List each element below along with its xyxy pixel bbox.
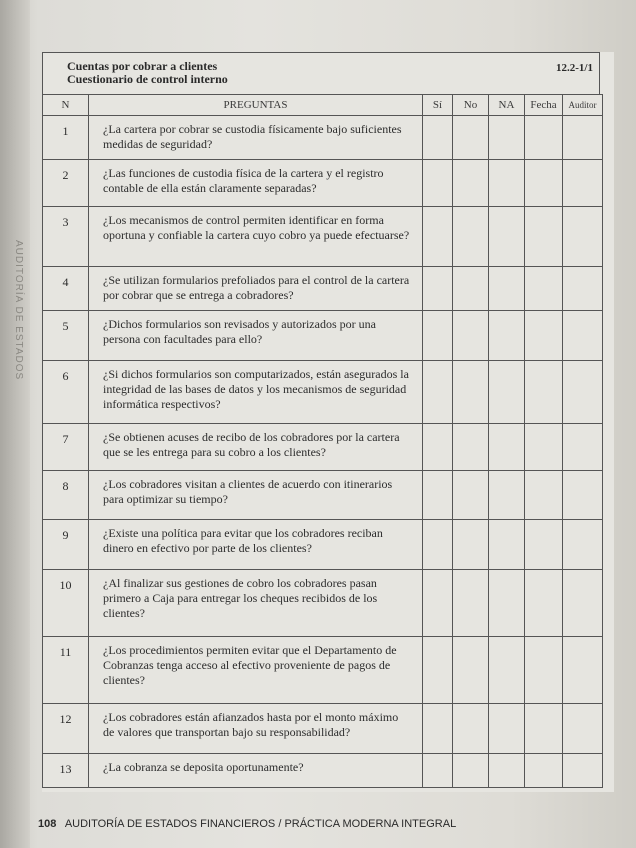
col-header-na: NA (489, 95, 525, 116)
col-header-fecha: Fecha (525, 95, 563, 116)
question-number: 1 (43, 116, 89, 160)
question-row (43, 520, 603, 570)
question-text: ¿Si dichos formularios son computarizados, están asegurados la integridad de las bases de datos y los mecanismos de seguridad informática respectivos? (89, 361, 423, 424)
answer-cell-na[interactable] (489, 570, 525, 637)
col-header-no: No (453, 95, 489, 116)
col-header-si: Sí (423, 95, 453, 116)
answer-cell-si[interactable] (423, 471, 453, 520)
question-text: ¿Las funciones de custodia física de la cartera y el registro contable de ella están claramente separadas? (89, 160, 423, 207)
answer-cell-si[interactable] (423, 361, 453, 424)
question-row (43, 637, 603, 704)
answer-cell-fecha[interactable] (525, 160, 563, 207)
col-header-auditor: Auditor (563, 95, 603, 116)
answer-cell-auditor[interactable] (563, 704, 603, 754)
answer-cell-auditor[interactable] (563, 570, 603, 637)
answer-cell-si[interactable] (423, 116, 453, 160)
question-number: 4 (43, 267, 89, 311)
question-text: ¿Existe una política para evitar que los cobradores reciban dinero en efectivo por parte de los clientes? (89, 520, 423, 570)
answer-cell-na[interactable] (489, 704, 525, 754)
answer-cell-no[interactable] (453, 637, 489, 704)
answer-cell-auditor[interactable] (563, 160, 603, 207)
answer-cell-na[interactable] (489, 424, 525, 471)
questionnaire-header (42, 52, 600, 95)
answer-cell-si[interactable] (423, 754, 453, 788)
answer-cell-fecha[interactable] (525, 267, 563, 311)
answer-cell-fecha[interactable] (525, 754, 563, 788)
page-number: 108 (38, 818, 57, 830)
question-text: ¿Los procedimientos permiten evitar que el Departamento de Cobranzas tenga acceso al efectivo proveniente de pagos de clientes? (89, 637, 423, 704)
page-footer (38, 818, 456, 830)
question-row (43, 116, 603, 160)
answer-cell-si[interactable] (423, 160, 453, 207)
header-line-2: Cuestionario de control interno (67, 72, 228, 86)
answer-cell-si[interactable] (423, 207, 453, 267)
answer-cell-si[interactable] (423, 570, 453, 637)
question-number: 12 (43, 704, 89, 754)
question-number: 7 (43, 424, 89, 471)
question-number: 8 (43, 471, 89, 520)
answer-cell-na[interactable] (489, 471, 525, 520)
questions-body (43, 116, 603, 788)
answer-cell-no[interactable] (453, 471, 489, 520)
col-header-n: N (43, 95, 89, 116)
questionnaire-table (42, 94, 603, 788)
answer-cell-fecha[interactable] (525, 424, 563, 471)
answer-cell-na[interactable] (489, 754, 525, 788)
answer-cell-na[interactable] (489, 311, 525, 361)
answer-cell-na[interactable] (489, 637, 525, 704)
answer-cell-no[interactable] (453, 704, 489, 754)
question-text: ¿Se utilizan formularios prefoliados para el control de la cartera por cobrar que se entrega a cobradores? (89, 267, 423, 311)
col-header-preguntas: PREGUNTAS (89, 95, 423, 116)
answer-cell-no[interactable] (453, 207, 489, 267)
answer-cell-si[interactable] (423, 637, 453, 704)
answer-cell-si[interactable] (423, 520, 453, 570)
answer-cell-no[interactable] (453, 267, 489, 311)
answer-cell-fecha[interactable] (525, 471, 563, 520)
page-gutter (0, 0, 30, 848)
answer-cell-no[interactable] (453, 311, 489, 361)
answer-cell-fecha[interactable] (525, 520, 563, 570)
question-text: ¿Al finalizar sus gestiones de cobro los cobradores pasan primero a Caja para entregar los cheques recibidos de los clientes? (89, 570, 423, 637)
answer-cell-na[interactable] (489, 361, 525, 424)
question-number: 13 (43, 754, 89, 788)
question-number: 11 (43, 637, 89, 704)
question-row (43, 267, 603, 311)
answer-cell-auditor[interactable] (563, 361, 603, 424)
question-row (43, 361, 603, 424)
question-row (43, 160, 603, 207)
question-text: ¿Los mecanismos de control permiten identificar en forma oportuna y confiable la cartera cuyo cobro ya puede efectuarse? (89, 207, 423, 267)
question-number: 6 (43, 361, 89, 424)
question-number: 10 (43, 570, 89, 637)
question-row (43, 570, 603, 637)
answer-cell-fecha[interactable] (525, 361, 563, 424)
header-code: 12.2-1/1 (556, 62, 593, 74)
question-number: 5 (43, 311, 89, 361)
answer-cell-fecha[interactable] (525, 207, 563, 267)
question-text: ¿Los cobradores visitan a clientes de acuerdo con itinerarios para optimizar su tiempo? (89, 471, 423, 520)
answer-cell-no[interactable] (453, 116, 489, 160)
answer-cell-auditor[interactable] (563, 754, 603, 788)
answer-cell-no[interactable] (453, 361, 489, 424)
answer-cell-no[interactable] (453, 520, 489, 570)
answer-cell-no[interactable] (453, 754, 489, 788)
answer-cell-fecha[interactable] (525, 116, 563, 160)
question-text: ¿Dichos formularios son revisados y autorizados por una persona con facultades para ello? (89, 311, 423, 361)
answer-cell-auditor[interactable] (563, 267, 603, 311)
table-header-row (43, 95, 603, 116)
question-row (43, 311, 603, 361)
answer-cell-no[interactable] (453, 424, 489, 471)
book-title: AUDITORÍA DE ESTADOS FINANCIEROS / PRÁCTICA MODERNA INTEGRAL (64, 818, 457, 830)
question-row (43, 754, 603, 788)
answer-cell-fecha[interactable] (525, 704, 563, 754)
answer-cell-auditor[interactable] (563, 637, 603, 704)
answer-cell-no[interactable] (453, 160, 489, 207)
answer-cell-auditor[interactable] (563, 116, 603, 160)
question-row (43, 424, 603, 471)
answer-cell-auditor[interactable] (563, 520, 603, 570)
question-row (43, 704, 603, 754)
answer-cell-auditor[interactable] (563, 471, 603, 520)
question-text: ¿La cartera por cobrar se custodia físicamente bajo suficientes medidas de seguridad? (89, 116, 423, 160)
question-number: 9 (43, 520, 89, 570)
answer-cell-na[interactable] (489, 267, 525, 311)
answer-cell-na[interactable] (489, 160, 525, 207)
answer-cell-fecha[interactable] (525, 311, 563, 361)
question-text: ¿Los cobradores están afianzados hasta por el monto máximo de valores que transportan bajo su responsabilidad? (89, 704, 423, 754)
answer-cell-si[interactable] (423, 311, 453, 361)
answer-cell-si[interactable] (423, 704, 453, 754)
question-number: 2 (43, 160, 89, 207)
answer-cell-no[interactable] (453, 570, 489, 637)
answer-cell-auditor[interactable] (563, 311, 603, 361)
answer-cell-fecha[interactable] (525, 637, 563, 704)
answer-cell-auditor[interactable] (563, 424, 603, 471)
answer-cell-na[interactable] (489, 116, 525, 160)
spine-text: AUDITORÍA DE ESTADOS (13, 240, 24, 381)
question-row (43, 471, 603, 520)
question-text: ¿La cobranza se deposita oportunamente? (89, 754, 423, 788)
header-title (67, 60, 228, 86)
header-line-1: Cuentas por cobrar a clientes (67, 59, 218, 73)
answer-cell-si[interactable] (423, 424, 453, 471)
question-row (43, 207, 603, 267)
question-text: ¿Se obtienen acuses de recibo de los cobradores por la cartera que se les entrega para su cobro a los clientes? (89, 424, 423, 471)
answer-cell-fecha[interactable] (525, 570, 563, 637)
answer-cell-na[interactable] (489, 207, 525, 267)
question-number: 3 (43, 207, 89, 267)
answer-cell-na[interactable] (489, 520, 525, 570)
answer-cell-si[interactable] (423, 267, 453, 311)
answer-cell-auditor[interactable] (563, 207, 603, 267)
